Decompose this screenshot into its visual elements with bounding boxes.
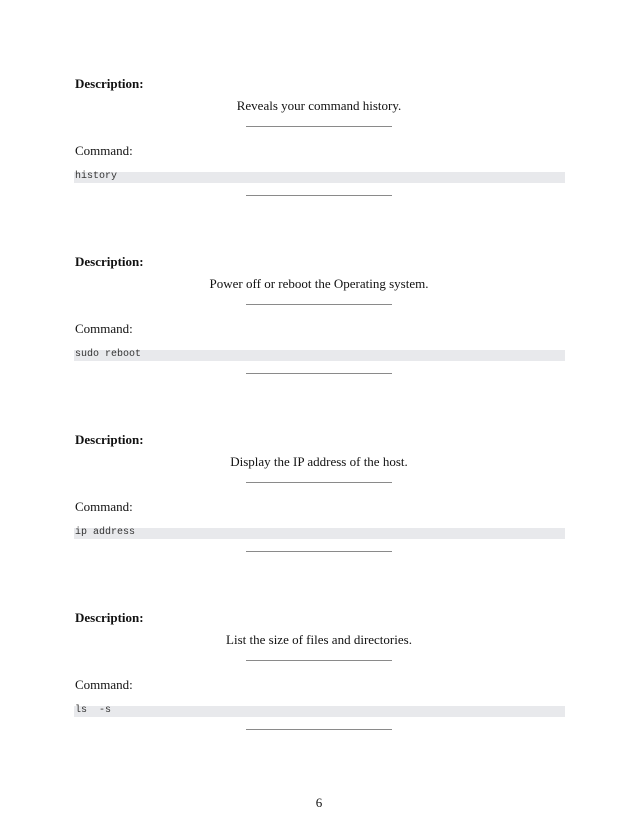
command-section (0, 610, 638, 788)
command-section (0, 76, 638, 254)
divider-line (246, 373, 392, 374)
description-label: Description: (75, 254, 144, 269)
divider-line (246, 729, 392, 730)
description-text: Power off or reboot the Operating system. (209, 276, 429, 291)
divider-line (246, 126, 392, 127)
command-code-block (74, 350, 565, 361)
page-number: 6 (315, 795, 323, 810)
command-text: history (75, 171, 118, 182)
divider-line (246, 551, 392, 552)
command-text: ip address (75, 527, 136, 538)
divider-line (246, 482, 392, 483)
command-label: Command: (75, 499, 133, 514)
description-label: Description: (75, 432, 144, 447)
command-code-block (74, 172, 565, 183)
divider-line (246, 304, 392, 305)
command-label: Command: (75, 321, 133, 336)
divider-line (246, 195, 392, 196)
command-label: Command: (75, 143, 133, 158)
command-text: ls -s (75, 705, 112, 716)
description-label: Description: (75, 76, 144, 91)
description-label: Description: (75, 610, 144, 625)
command-section (0, 432, 638, 610)
command-section (0, 254, 638, 432)
description-text: List the size of files and directories. (226, 632, 412, 647)
command-code-block (74, 706, 565, 717)
description-text: Reveals your command history. (236, 98, 402, 113)
description-text: Display the IP address of the host. (230, 454, 408, 469)
command-label: Command: (75, 677, 133, 692)
command-text: sudo reboot (75, 349, 142, 360)
command-code-block (74, 528, 565, 539)
divider-line (246, 660, 392, 661)
